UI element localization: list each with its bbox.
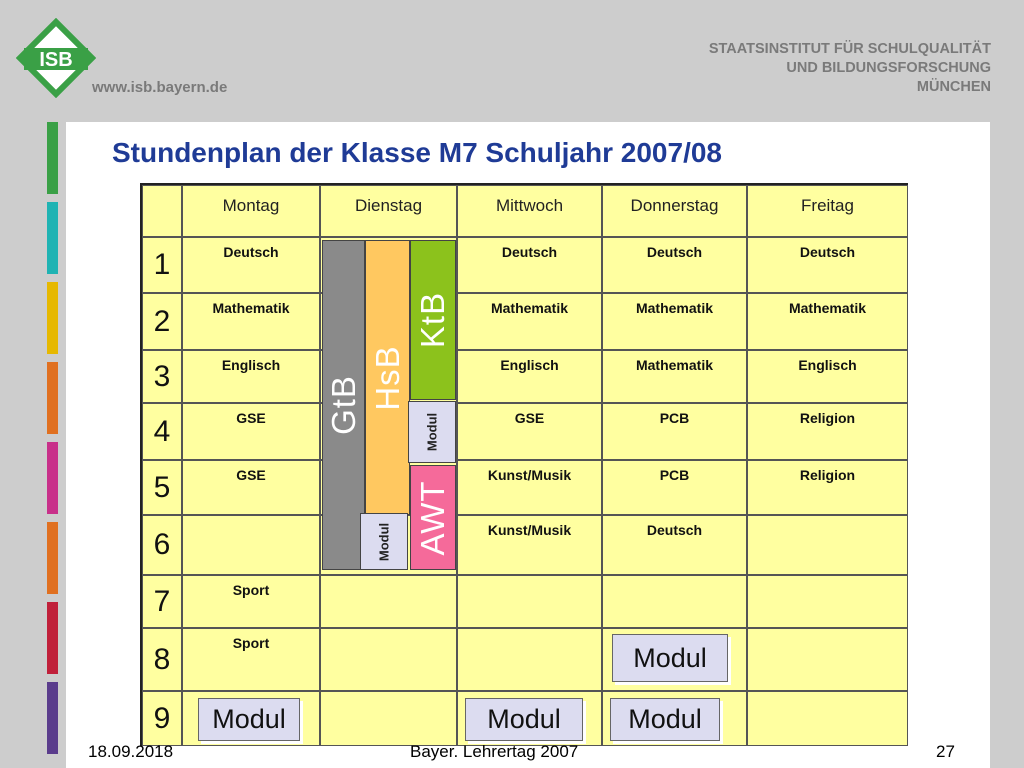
day-header-mittwoch: Mittwoch: [457, 185, 602, 237]
color-bar: [47, 522, 58, 594]
period-number: 1: [142, 237, 182, 293]
period-number: 2: [142, 293, 182, 350]
color-bar: [47, 282, 58, 354]
footer-event: Bayer. Lehrertag 2007: [410, 742, 579, 761]
period-number: 7: [142, 575, 182, 628]
decorative-color-bars: [47, 122, 58, 762]
institute-line-1: STAATSINSTITUT FÜR SCHULQUALITÄT: [708, 41, 991, 57]
block-ktb: [410, 240, 456, 400]
lesson-cell: Mathematik: [602, 293, 747, 350]
lesson-cell: Deutsch: [182, 237, 320, 293]
institute-line-2: UND BILDUNGSFORSCHUNG: [786, 60, 991, 76]
lesson-cell: Religion: [747, 403, 908, 460]
day-header-montag: Montag: [182, 185, 320, 237]
block-modul-small: [360, 513, 408, 570]
lesson-cell: PCB: [602, 460, 747, 515]
color-bar: [47, 442, 58, 514]
footer-date: 18.09.2018: [88, 742, 174, 761]
timetable: [140, 183, 908, 746]
period-number: 4: [142, 403, 182, 460]
lesson-cell: Deutsch: [747, 237, 908, 293]
modul-badge: Modul: [610, 698, 720, 741]
modul-badge: Modul: [198, 698, 300, 741]
lesson-cell: Kunst/Musik: [457, 460, 602, 515]
lesson-cell: Mathematik: [602, 350, 747, 403]
lesson-cell: [320, 691, 457, 746]
block-modul-small: [408, 401, 456, 463]
lesson-cell: GSE: [457, 403, 602, 460]
modul-badge: Modul: [465, 698, 583, 741]
lesson-cell: [457, 628, 602, 691]
lesson-cell: [457, 575, 602, 628]
lesson-cell: GSE: [182, 460, 320, 515]
corner-cell: [142, 185, 182, 237]
lesson-cell: Englisch: [747, 350, 908, 403]
block-gtb: [322, 240, 365, 570]
lesson-cell: Sport: [182, 575, 320, 628]
lesson-cell: Kunst/Musik: [457, 515, 602, 575]
color-bar: [47, 202, 58, 274]
modul-badge: Modul: [612, 634, 728, 682]
block-hsb: [365, 240, 410, 515]
institute-name: [709, 40, 991, 97]
lesson-cell: Sport: [182, 628, 320, 691]
block-awt-label: AWT: [414, 479, 451, 556]
color-bar: [47, 122, 58, 194]
modul-small-label: Modul: [424, 412, 440, 452]
lesson-cell: PCB: [602, 403, 747, 460]
lesson-cell: Mathematik: [457, 293, 602, 350]
lesson-cell: [747, 515, 908, 575]
lesson-cell: Religion: [747, 460, 908, 515]
site-url[interactable]: www.isb.bayern.de: [92, 79, 228, 96]
lesson-cell: Deutsch: [457, 237, 602, 293]
color-bar: [47, 682, 58, 754]
lesson-cell: GSE: [182, 403, 320, 460]
logo-text: ISB: [39, 49, 73, 71]
lesson-cell: [320, 575, 457, 628]
isb-logo: [16, 18, 96, 98]
period-number: 6: [142, 515, 182, 575]
lesson-cell: [747, 691, 908, 746]
block-ktb-label: KtB: [414, 291, 451, 349]
lesson-cell: Deutsch: [602, 237, 747, 293]
institute-line-3: MÜNCHEN: [916, 79, 991, 95]
lesson-cell: [747, 628, 908, 691]
lesson-cell: [182, 515, 320, 575]
period-number: 3: [142, 350, 182, 403]
block-gtb-label: GtB: [324, 375, 362, 435]
day-header-dienstag: Dienstag: [320, 185, 457, 237]
lesson-cell: Englisch: [457, 350, 602, 403]
block-hsb-label: HsB: [368, 344, 406, 411]
lesson-cell: [747, 575, 908, 628]
page-title: Stundenplan der Klasse M7 Schuljahr 2007/08: [112, 137, 722, 168]
day-header-donnerstag: Donnerstag: [602, 185, 747, 237]
color-bar: [47, 602, 58, 674]
lesson-cell: Englisch: [182, 350, 320, 403]
period-number: 8: [142, 628, 182, 691]
page-number: 27: [936, 742, 955, 761]
block-awt: [410, 465, 456, 570]
lesson-cell: Deutsch: [602, 515, 747, 575]
lesson-cell: [320, 628, 457, 691]
modul-small-label: Modul: [376, 522, 392, 561]
period-number: 9: [142, 691, 182, 746]
day-header-freitag: Freitag: [747, 185, 908, 237]
color-bar: [47, 362, 58, 434]
lesson-cell: Mathematik: [747, 293, 908, 350]
lesson-cell: Mathematik: [182, 293, 320, 350]
lesson-cell: [602, 575, 747, 628]
period-number: 5: [142, 460, 182, 515]
